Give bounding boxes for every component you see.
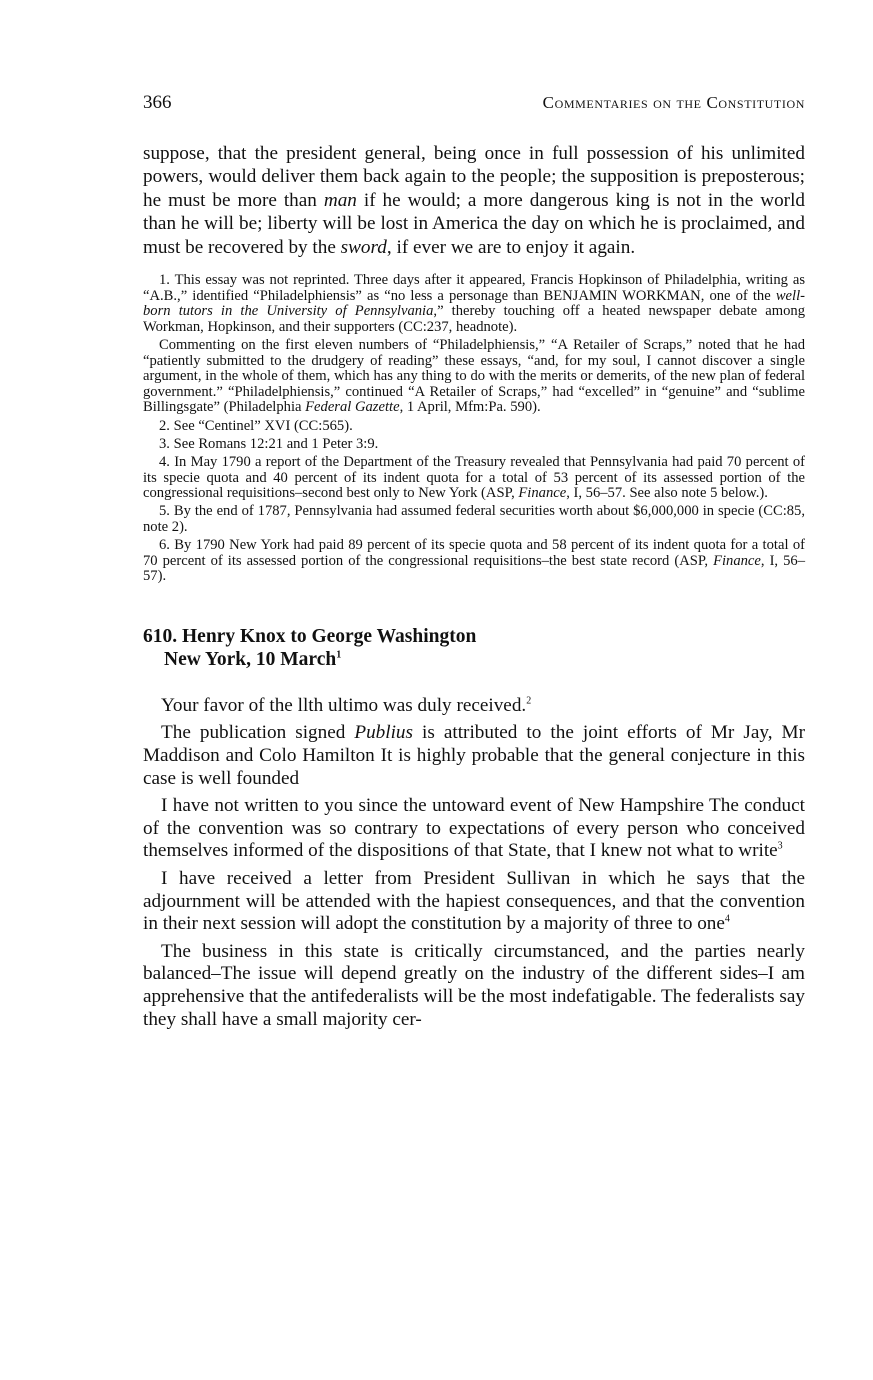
note-3: 3. See Romans 12:21 and 1 Peter 3:9. bbox=[159, 435, 379, 452]
letter-paragraph: I have not written to you since the untoward event of New Hampshire The conduct of the convention was so contrary to expectations of every person who conceived themselves informed of the dispositions of that State, that I knew not what to write$^3$ bbox=[143, 795, 805, 862]
page-number: 366 bbox=[143, 92, 172, 113]
continuation-text bbox=[143, 142, 805, 259]
running-title: Commentaries on the Constitution bbox=[542, 93, 805, 112]
letter-paragraph: The business in this state is critically circumstanced, and the parties nearly balanced–The issue will depend greatly on the industry of the different sides–I am apprehensive that the antifederalists will be the most indefatigable. The federalists say they shall have a small majority cer- bbox=[143, 940, 805, 1030]
continuation-paragraph: suppose, that the president general, being once in full possession of his unlimited powers, would deliver them back again to the people; the supposition is preposterous; he must be more than man if he would; a more dangerous king is not in the world than he will be; liberty will be lost in America the day on which he is proclaimed, and must be recovered by the sword, if ever we are to enjoy it again. bbox=[143, 143, 805, 258]
page-header bbox=[143, 92, 805, 122]
footnote-ref: 4 bbox=[724, 913, 730, 925]
letter-paragraph: I have received a letter from President Sullivan in which he says that the adjournment will be attended with the hapiest consequences, and that the convention in their next session will adopt the constitution by a majority of three to one$^4$ bbox=[143, 868, 805, 935]
note-4: 4. In May 1790 a report of the Department of the Treasury revealed that Pennsylvania had paid 70 percent of its specie quota and 40 percent of its indent quota for a total of 53 percent of its assessed portion of the congressional requisitions–second best only to New York (ASP, Finance, I, 56–57. See also note 5 below.). bbox=[143, 453, 805, 502]
document-heading bbox=[143, 625, 805, 671]
note-1-continued: Commenting on the first eleven numbers of “Philadelphiensis,” “A Retailer of Scraps,” noted that he had “patiently submitted to the drudgery of reading” these essays, “and, for my soul, I cannot discover a single argument, in the whole of them, which has any thing to do with the merits or demerits, of the new plan of federal government.” “Philadelphiensis,” continued “A Retailer of Scraps,” had “excelled” in “genuine” and “sublime Billingsgate” (Philadelphia Federal Gazette, 1 April, Mfm:Pa. 590). bbox=[143, 337, 805, 416]
footnote-ref: 1 bbox=[336, 649, 342, 661]
note-5: 5. By the end of 1787, Pennsylvania had assumed federal securities worth about $6,000,000 in specie (CC:85, note 2). bbox=[143, 503, 805, 535]
letter-paragraph: Your favor of the llth ultimo was duly received.$^2$ bbox=[161, 694, 532, 716]
footnote-ref: 3 bbox=[777, 841, 783, 853]
endnotes bbox=[143, 273, 805, 585]
emphasis-man: man bbox=[323, 189, 357, 211]
note-6: 6. By 1790 New York had paid 89 percent of its specie quota and 58 percent of its indent quota for a total of 70 percent of its assessed portion of the congressional requisitions–the best state record (ASP, Finance, I, 56–57). bbox=[143, 537, 805, 585]
emphasis-sword: sword bbox=[340, 236, 387, 258]
note-1: 1. This essay was not reprinted. Three days after it appeared, Francis Hopkinson of Philadelphia, writing as “A.B.,” identified “Philadelphiensis” as “no less a personage than BENJAMIN WORKMAN, one of the well-born tutors in the University of Pennsylvania,” thereby touching off a heated newspaper debate among Workman, Hopkinson, and their supporters (CC:237, headnote). bbox=[143, 272, 806, 335]
document-place-date: New York, 10 March$^1$ bbox=[164, 648, 342, 670]
note-2: 2. See “Centinel” XVI (CC:565). bbox=[159, 417, 353, 434]
page bbox=[143, 92, 805, 1036]
document-title: 610. Henry Knox to George Washington bbox=[143, 625, 477, 647]
emphasis-publius: Publius bbox=[354, 722, 413, 744]
letter-body bbox=[143, 695, 805, 1031]
letter-paragraph: The publication signed Publius is attributed to the joint efforts of Mr Jay, Mr Maddison and Colo Hamilton It is highly probable that the general conjecture in this case is well founded bbox=[143, 722, 805, 789]
footnote-ref: 2 bbox=[526, 695, 532, 707]
